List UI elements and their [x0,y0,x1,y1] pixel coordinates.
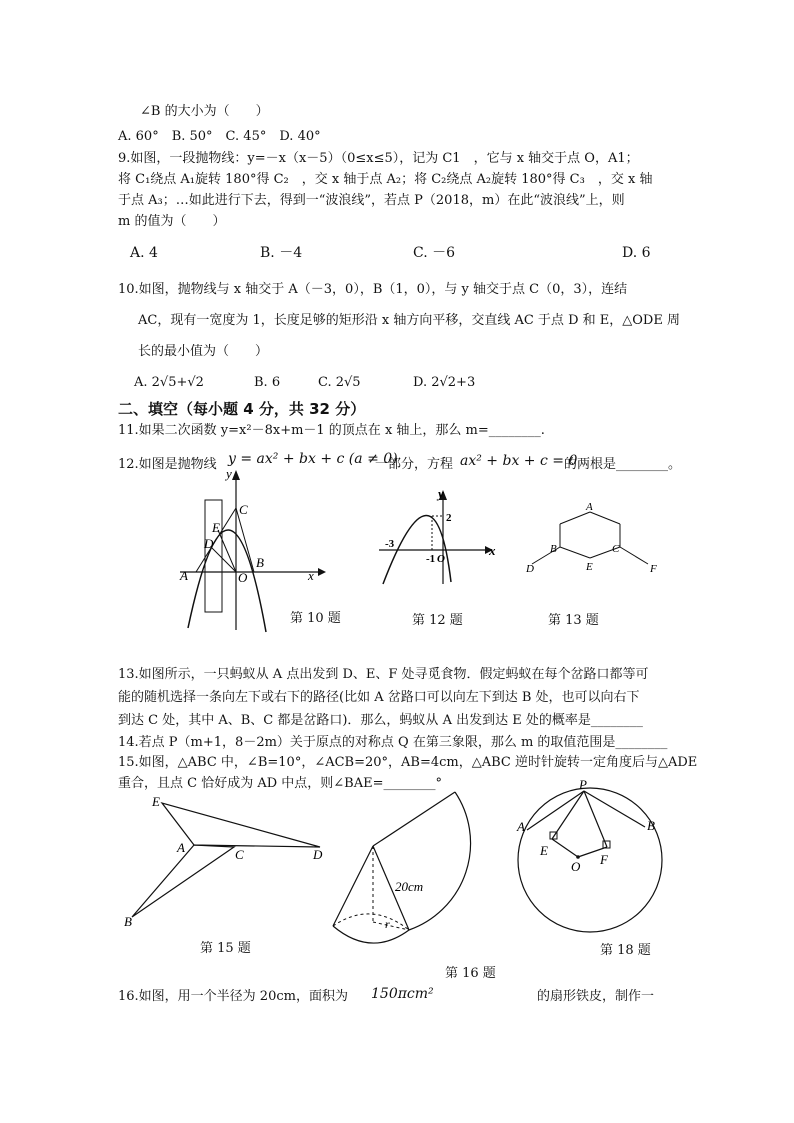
q12-suffix: 的两根是________。 [564,457,682,472]
q9-option-a: A. 4 [130,245,158,261]
figure-q12 [375,488,500,588]
fig12-label-neg1: -1 [426,553,436,565]
fig10-label-d: D [204,536,214,551]
fig13-label-c: C [612,543,620,555]
q9-line1: 9.如图，一段抛物线：y=－x（x－5）（0≤x≤5），记为 C1 ，它与 x 轴交于点 O，A1； [118,151,639,166]
q9-option-b: B. －4 [260,245,303,261]
fig10-label-e: E [212,520,220,535]
q12-formula: y = ax² + bx + c (a ≠ 0) [228,451,398,467]
q12-middle: 一部分，方程 [375,457,454,472]
fig16-caption: 第 16 题 [445,966,496,981]
fig18-caption: 第 18 题 [600,943,651,958]
fig13-label-d: D [526,563,534,575]
fig10-label-c: C [239,502,248,517]
fig18-label-f: F [600,852,608,867]
q9-option-c: C. －6 [413,245,456,261]
fig10-label-x: x [308,568,314,583]
fig15-caption: 第 15 题 [200,941,251,956]
q9-option-d: D. 6 [622,245,651,261]
fig10-label-b: B [256,555,264,570]
fig18-label-o: O [571,859,581,874]
fig15-label-e: E [152,794,160,809]
q11-text: 11.如果二次函数 y=x²－8x+m－1 的顶点在 x 轴上，那么 m=________. [118,423,545,438]
q15-line1: 15.如图，△ABC 中，∠B=10°，∠ACB=20°，AB=4cm，△ABC 逆时针旋转一定角度后与△ADE [118,755,698,770]
figure-q15 [120,795,335,930]
q16-prefix: 16.如图，用一个半径为 20cm，面积为 [118,989,348,1004]
q10-line1: 10.如图，抛物线与 x 轴交于 A（－3，0），B（1，0），与 y 轴交于点 C（0，3），连结 [118,282,628,297]
fig15-label-c: C [235,847,244,862]
fig12-label-2: 2 [446,512,452,524]
fig12-label-neg3: -3 [385,538,395,550]
fig18-label-p: P [579,777,587,792]
fig18-label-e: E [540,843,548,858]
q8-stem-tail: ∠B 的大小为（ ） [140,104,269,119]
fig18-label-a: A [517,819,525,834]
fig13-label-e: E [586,561,593,573]
figure-q13 [522,500,667,580]
figure-q18 [512,777,672,945]
fig12-label-o: O [437,553,445,565]
fig12-label-y: y [438,486,444,501]
q15-line2: 重合，且点 C 恰好成为 AD 中点，则∠BAE=________° [118,776,443,791]
fig12-label-x: x [489,543,496,558]
figure-q16 [325,790,475,950]
q10-option-a: A. 2√5+√2 [134,375,204,390]
q10-option-c: C. 2√5 [318,375,361,390]
q13-line2: 能的随机选择一条向左下或右下的路径(比如 A 岔路口可以向左下到达 B 处，也可以向右下 [118,690,640,705]
q9-line2: 将 C₁绕点 A₁旋转 180°得 C₂ ，交 x 轴于点 A₂；将 C₂绕点 A₂旋转 180°得 C₃ ，交 x 轴 [118,172,653,187]
q10-option-b: B. 6 [254,375,281,390]
fig10-label-a: A [180,568,188,583]
fig12-caption: 第 12 题 [412,613,463,628]
q13-line1: 13.如图所示，一只蚂蚁从 A 点出发到 D、E、F 处寻觅食物．假定蚂蚁在每个岔路口都等可 [118,667,649,682]
q9-line3: 于点 A₃；…如此进行下去，得到一“波浪线”，若点 P（2018，m）在此“波浪线”上，则 [118,193,625,208]
fig15-label-a: A [177,840,185,855]
fig13-label-b: B [550,543,557,555]
fig10-caption: 第 10 题 [290,611,341,626]
q13-line3: 到达 C 处，其中 A、B、C 都是岔路口)．那么，蚂蚁从 A 出发到达 E 处的概率是________ [118,713,643,728]
q9-line4: m 的值为（ ） [118,214,226,229]
fig10-label-y: y [226,466,232,481]
q10-option-d: D. 2√2+3 [413,375,476,390]
fig15-label-b: B [124,914,132,929]
q10-line2: AC，现有一宽度为 1，长度足够的矩形沿 x 轴方向平移，交直线 AC 于点 D 和 E，△ODE 周 [138,313,680,328]
fig13-label-a: A [586,501,593,513]
q16-area: 150πcm² [371,986,434,1002]
fig16-label-r: r [385,917,390,931]
q14-text: 14.若点 P（m+1，8－2m）关于原点的对称点 Q 在第三象限，那么 m 的取值范围是________ [118,735,668,750]
q12-equation: ax² + bx + c = 0 [460,453,578,469]
fig18-label-b: B [647,818,655,833]
q12-prefix: 12.如图是抛物线 [118,457,217,472]
section-title-fill-in: 二、填空（每小题 4 分，共 32 分） [118,400,366,418]
fig16-label-slant: 20cm [395,879,424,894]
fig13-label-f: F [650,563,657,575]
q10-line3: 长的最小值为（ ） [138,344,269,359]
fig15-label-d: D [313,847,323,862]
q16-suffix: 的扇形铁皮，制作一 [537,989,655,1004]
q8-options: A. 60° B. 50° C. 45° D. 40° [118,129,321,144]
fig13-caption: 第 13 题 [548,613,599,628]
fig10-label-o: O [238,570,248,585]
